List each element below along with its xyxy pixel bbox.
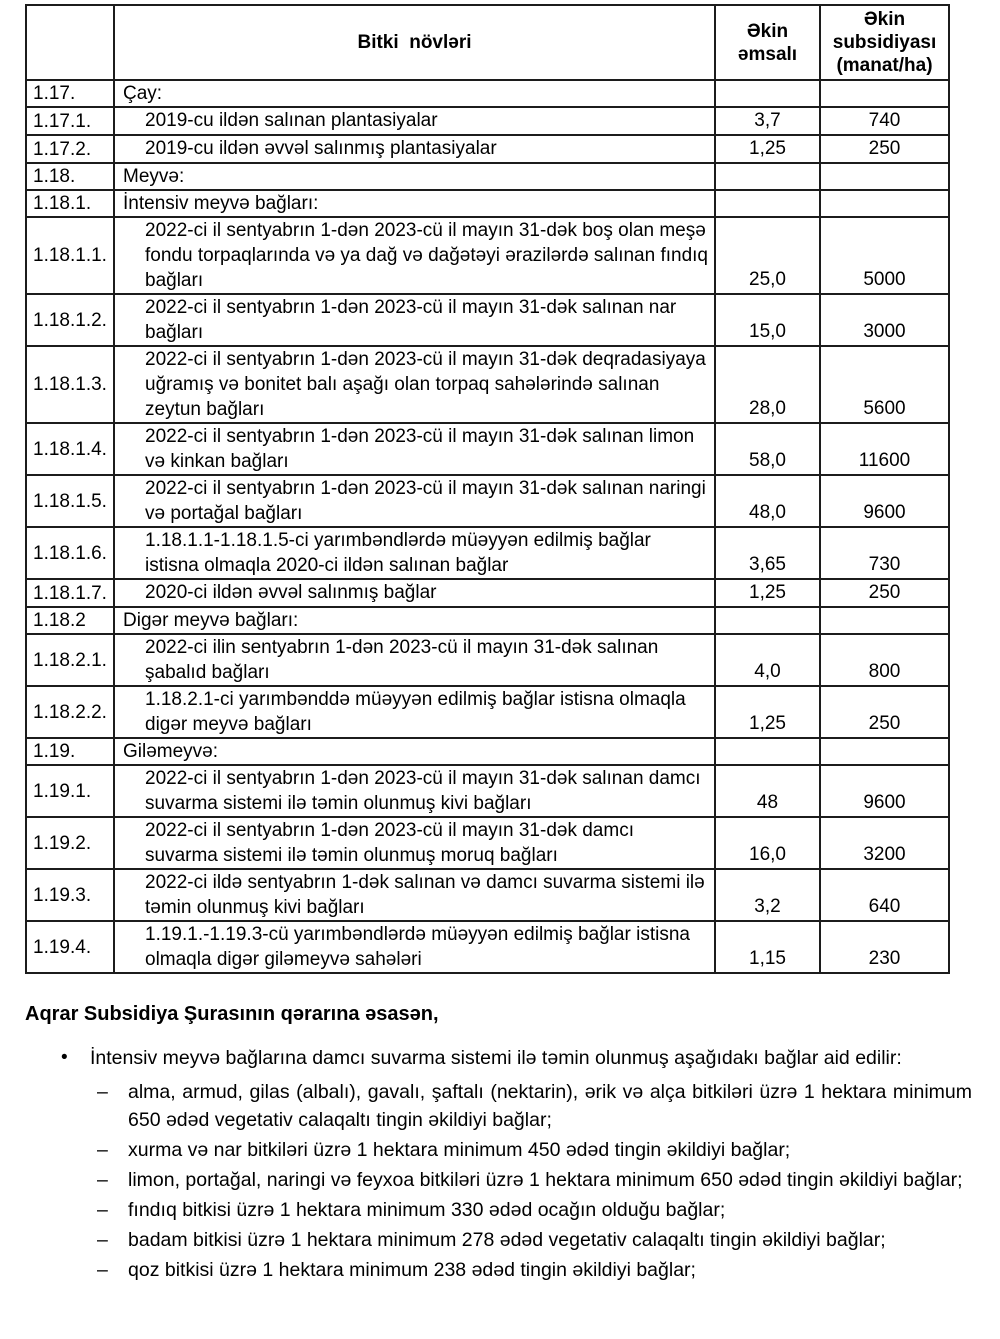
table-row [26,80,949,107]
dash-icon: – [97,1081,108,1103]
list-item [97,1226,972,1254]
plant-name-cell: 2022-ci ilin sentyabrın 1-dən 2023-cü il mayın 31-dək salınan şabalıd bağları [114,634,715,686]
plant-name-cell: 2022-ci ildə sentyabrın 1-dək salınan və damcı suvarma sistemi ilə təmin olunmuş kivi bağları [114,869,715,921]
table-row [26,163,949,190]
subsidy-cell: 230 [820,921,949,973]
subsidy-cell: 250 [820,579,949,607]
dash-icon: – [97,1139,108,1161]
subsidy-cell: 250 [820,686,949,738]
subsidy-cell: 730 [820,527,949,579]
row-number-cell: 1.18.1.4. [26,423,114,475]
row-number-cell: 1.17.1. [26,107,114,135]
list-item-text: xurma və nar bitkiləri üzrə 1 hektara minimum 450 ədəd tingin əkildiyi bağlar; [128,1139,791,1161]
coefficient-cell: 16,0 [715,817,820,869]
table-row [26,921,949,973]
dash-icon: – [97,1169,108,1191]
row-number-cell: 1.17.2. [26,135,114,163]
subsidy-cell: 5000 [820,217,949,294]
plant-name-cell: 2022-ci il sentyabrın 1-dən 2023-cü il mayın 31-dək damcı suvarma sistemi ilə təmin olunmuş moruq bağları [114,817,715,869]
coefficient-cell: 48 [715,765,820,817]
subsidy-cell [820,738,949,765]
row-number-cell: 1.18.2.1. [26,634,114,686]
table-row [26,423,949,475]
row-number-cell: 1.18.1. [26,190,114,217]
list-item [97,1136,972,1164]
table-row [26,765,949,817]
coefficient-cell [715,80,820,107]
notes-list [97,1078,972,1284]
table-row [26,738,949,765]
table-header-row [26,5,949,80]
coefficient-cell [715,190,820,217]
table-row [26,579,949,607]
dash-icon: – [97,1259,108,1281]
list-item [97,1196,972,1224]
list-item-text: fındıq bitkisi üzrə 1 hektara minimum 330 ədəd ocağın olduğu bağlar; [128,1199,726,1221]
plant-name-cell: 2022-ci il sentyabrın 1-dən 2023-cü il mayın 31-dək boş olan meşə fondu torpaqlarında və ya dağ və dağətəyi ərazilərdə salınan fındıq bağları [114,217,715,294]
row-number-cell: 1.19.3. [26,869,114,921]
row-number-cell: 1.19.4. [26,921,114,973]
notes-heading: Aqrar Subsidiya Şurasının qərarına əsasən, [25,1003,439,1025]
row-number-cell: 1.18.2.2. [26,686,114,738]
coefficient-cell: 48,0 [715,475,820,527]
subsidy-cell: 250 [820,135,949,163]
coefficient-cell: 25,0 [715,217,820,294]
subsidy-cell: 9600 [820,475,949,527]
row-number-cell: 1.19. [26,738,114,765]
header-plant-types: Bitki növləri [114,5,715,80]
subsidy-cell [820,190,949,217]
coefficient-cell [715,607,820,634]
plant-name-cell: 2020-ci ildən əvvəl salınmış bağlar [114,579,715,607]
coefficient-cell: 3,2 [715,869,820,921]
header-sowing-subsidy: Əkin subsidiyası (manat/ha) [820,5,949,80]
coefficient-cell: 15,0 [715,294,820,346]
bullet-icon: • [61,1047,68,1068]
subsidy-table [25,4,950,974]
subsidy-cell: 5600 [820,346,949,423]
plant-name-cell: 2019-cu ildən salınan plantasiyalar [114,107,715,135]
plant-name-cell: 1.19.1.-1.19.3-cü yarımbəndlərdə müəyyən edilmiş bağlar istisna olmaqla digər giləmeyvə sahələri [114,921,715,973]
header-row-number [26,5,114,80]
plant-name-cell: 2022-ci il sentyabrın 1-dən 2023-cü il mayın 31-dək salınan limon və kinkan bağları [114,423,715,475]
list-item-text: limon, portağal, naringi və feyxoa bitkiləri üzrə 1 hektara minimum 650 ədəd tingin əkildiyi bağlar; [128,1169,963,1191]
subsidy-cell: 11600 [820,423,949,475]
table-header [26,5,949,80]
row-number-cell: 1.18.2 [26,607,114,634]
coefficient-cell: 1,25 [715,686,820,738]
plant-name-cell: 2022-ci il sentyabrın 1-dən 2023-cü il mayın 31-dək salınan naringi və portağal bağları [114,475,715,527]
coefficient-cell [715,163,820,190]
table-body [26,80,949,973]
table-row [26,135,949,163]
row-number-cell: 1.18.1.7. [26,579,114,607]
plant-name-cell: Digər meyvə bağları: [114,607,715,634]
subsidy-cell: 9600 [820,765,949,817]
row-number-cell: 1.18. [26,163,114,190]
plant-name-cell: 1.18.1.1-1.18.1.5-ci yarımbəndlərdə müəyyən edilmiş bağlar istisna olmaqla 2020-ci ildən salınan bağlar [114,527,715,579]
list-item [97,1256,972,1284]
row-number-cell: 1.19.2. [26,817,114,869]
coefficient-cell: 1,15 [715,921,820,973]
dash-icon: – [97,1229,108,1251]
subsidy-cell: 800 [820,634,949,686]
row-number-cell: 1.18.1.3. [26,346,114,423]
table-row [26,217,949,294]
list-item [97,1166,972,1194]
dash-icon: – [97,1199,108,1221]
subsidy-cell [820,607,949,634]
table-row [26,817,949,869]
table-row [26,607,949,634]
row-number-cell: 1.18.1.2. [26,294,114,346]
subsidy-cell [820,80,949,107]
coefficient-cell: 3,7 [715,107,820,135]
plant-name-cell: 2022-ci il sentyabrın 1-dən 2023-cü il mayın 31-dək salınan nar bağları [114,294,715,346]
plant-name-cell: Giləmeyvə: [114,738,715,765]
list-item [97,1078,972,1134]
list-item-text: qoz bitkisi üzrə 1 hektara minimum 238 ədəd tingin əkildiyi bağlar; [128,1259,696,1281]
subsidy-cell: 740 [820,107,949,135]
coefficient-cell [715,738,820,765]
table-row [26,475,949,527]
table-row [26,107,949,135]
coefficient-cell: 58,0 [715,423,820,475]
coefficient-cell: 28,0 [715,346,820,423]
coefficient-cell: 4,0 [715,634,820,686]
plant-name-cell: 2019-cu ildən əvvəl salınmış plantasiyalar [114,135,715,163]
row-number-cell: 1.18.1.6. [26,527,114,579]
row-number-cell: 1.18.1.1. [26,217,114,294]
subsidy-cell [820,163,949,190]
row-number-cell: 1.19.1. [26,765,114,817]
table-row [26,346,949,423]
table-row [26,294,949,346]
bullet-item [61,1043,972,1073]
bullet-text: İntensiv meyvə bağlarına damcı suvarma sistemi ilə təmin olunmuş aşağıdakı bağlar aid edilir: [90,1047,902,1069]
table-row [26,190,949,217]
row-number-cell: 1.17. [26,80,114,107]
subsidy-cell: 3000 [820,294,949,346]
list-item-text: alma, armud, gilas (albalı), gavalı, şaftalı (nektarin), ərik və alça bitkiləri üzrə 1 hektara minimum 650 ədəd vegetativ calaqaltı tingin əkildiyi bağlar; [128,1081,972,1131]
row-number-cell: 1.18.1.5. [26,475,114,527]
list-item-text: badam bitkisi üzrə 1 hektara minimum 278 ədəd vegetativ calaqaltı tingin əkildiyi bağlar; [128,1229,886,1251]
header-sowing-coefficient: Əkin əmsalı [715,5,820,80]
plant-name-cell: 2022-ci il sentyabrın 1-dən 2023-cü il mayın 31-dək deqradasiyaya uğramış və bonitet balı aşağı olan torpaq sahələrində salınan zeytun bağları [114,346,715,423]
plant-name-cell: 1.18.2.1-ci yarımbənddə müəyyən edilmiş bağlar istisna olmaqla digər meyvə bağları [114,686,715,738]
coefficient-cell: 1,25 [715,135,820,163]
table-row [26,527,949,579]
coefficient-cell: 3,65 [715,527,820,579]
plant-name-cell: Meyvə: [114,163,715,190]
table-row [26,634,949,686]
table-row [26,686,949,738]
subsidy-cell: 3200 [820,817,949,869]
plant-name-cell: 2022-ci il sentyabrın 1-dən 2023-cü il mayın 31-dək salınan damcı suvarma sistemi ilə təmin olunmuş kivi bağları [114,765,715,817]
coefficient-cell: 1,25 [715,579,820,607]
plant-name-cell: Çay: [114,80,715,107]
table-row [26,869,949,921]
subsidy-cell: 640 [820,869,949,921]
plant-name-cell: İntensiv meyvə bağları: [114,190,715,217]
